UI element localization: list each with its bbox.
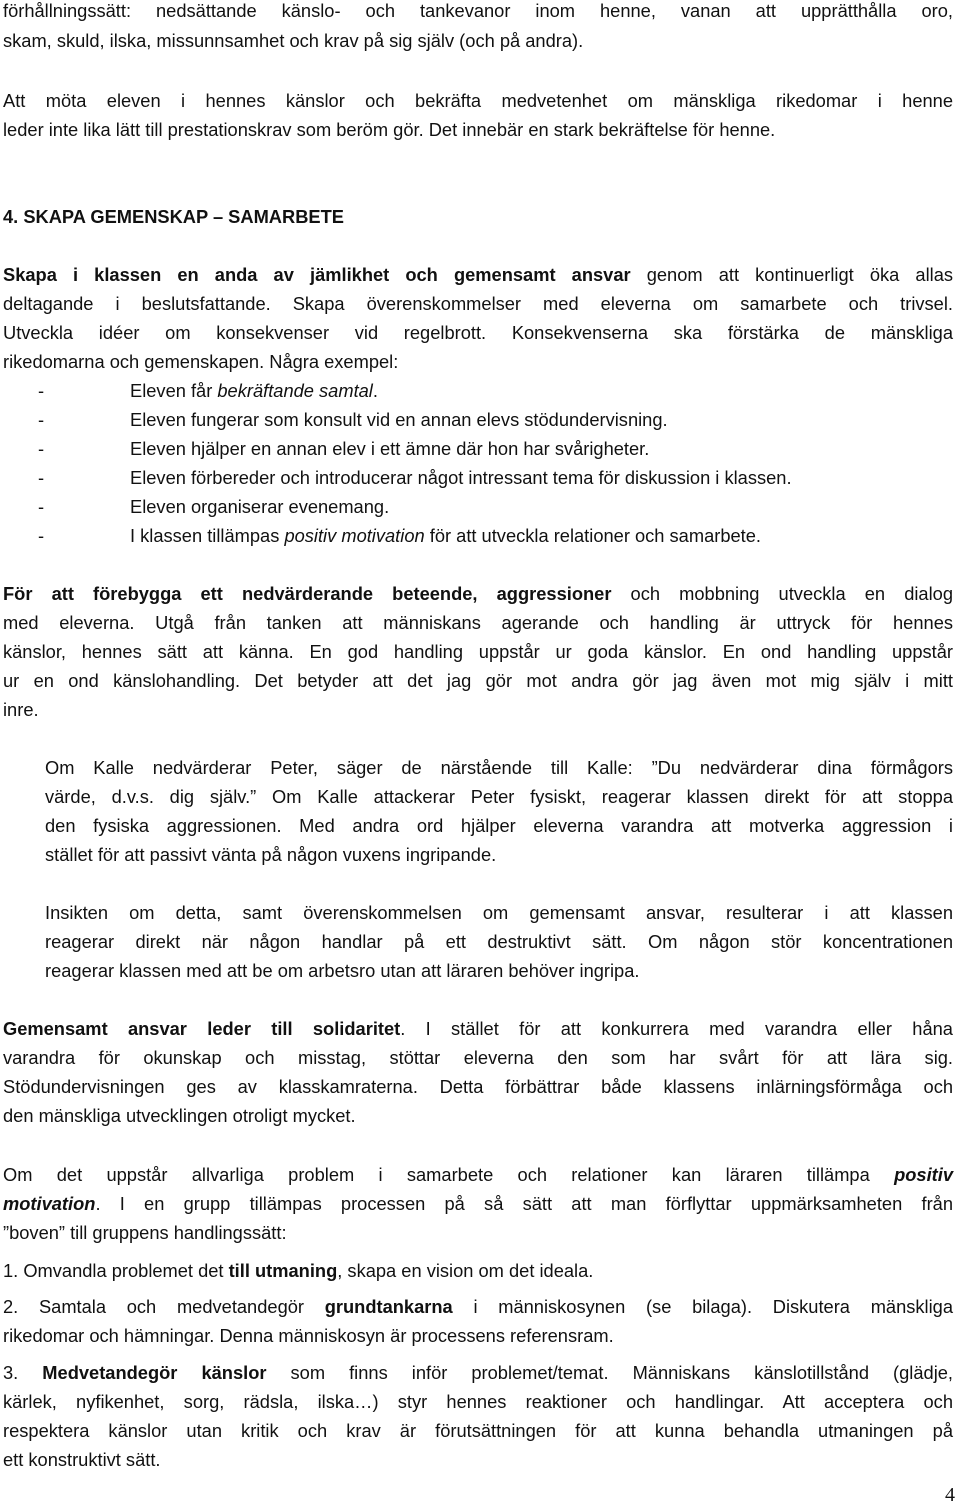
- p4-line-3: reagerar klassen med att be om arbetsro utan att läraren behöver ingripa.: [45, 960, 640, 981]
- step-3-line-3: respektera känslor utan kritik och krav är förutsättningen för att kunna behandla utmaningen på: [3, 1420, 953, 1441]
- p3-line-3: den fysiska aggressionen. Med andra ord hjälper eleverna varandra att motverka aggression i: [45, 815, 953, 836]
- p3-line-2: värde, d.v.s. dig själv.” Om Kalle attackerar Peter fysiskt, reagerar klassen direkt för att stoppa: [45, 786, 953, 807]
- p5-line-2: varandra för okunskap och misstag, stöttar eleverna den som har svårt för att lära sig.: [3, 1047, 953, 1068]
- p2-line-1-rest: och mobbning utveckla en dialog: [611, 583, 953, 604]
- step-2-line-1: [3, 1292, 953, 1321]
- bullet-dash: -: [38, 496, 45, 517]
- bullet-dash: -: [38, 525, 45, 546]
- bullet-dash: -: [38, 467, 45, 488]
- page-number: 4: [945, 1484, 955, 1506]
- p1-line-4: rikedomarna och gemenskapen. Några exempel:: [3, 351, 399, 372]
- p5-line-4: den mänskliga utvecklingen otroligt mycket.: [3, 1105, 356, 1126]
- p2-bold: För att förebygga ett nedvärderande beteende, aggressioner: [3, 583, 612, 604]
- step-2-end: i människosynen (se bilaga). Diskutera mänskliga: [452, 1296, 953, 1317]
- step-1-text: 1. Omvandla problemet det: [3, 1260, 229, 1281]
- bullet-6-text: I klassen tillämpas: [130, 525, 285, 546]
- section-heading: 4. SKAPA GEMENSKAP – SAMARBETE: [3, 206, 344, 227]
- bullet-1-end: .: [372, 380, 378, 401]
- p5-line-3: Stödundervisningen ges av klasskamraterna. Detta förbättrar både klassens inlärningsförmåga och: [3, 1076, 953, 1097]
- step-3-line-4: ett konstruktivt sätt.: [3, 1449, 161, 1470]
- step-3-line-2: kärlek, nyfikenhet, sorg, rädsla, ilska…) styr hennes reaktioner och handlingar. Att acceptera och: [3, 1391, 953, 1412]
- step-3-line-1: [3, 1358, 953, 1387]
- step-2-text: 2. Samtala och medvetandegör: [3, 1296, 325, 1317]
- bullet-item-3: Eleven hjälper en annan elev i ett ämne där hon har svårigheter.: [130, 438, 650, 459]
- step-1: [3, 1256, 593, 1285]
- p2-line-3: känslor, hennes sätt att känna. En god handling uppstår ur goda känslor. En ond handling uppstår: [3, 641, 953, 662]
- p3-line-1: Om Kalle nedvärderar Peter, säger de närstående till Kalle: ”Du nedvärderar dina förmågors: [45, 757, 953, 778]
- p3-line-4: stället för att passivt vänta på någon vuxens ingripande.: [45, 844, 497, 865]
- p6-line-1: [3, 1160, 953, 1189]
- intro-line-4: leder inte lika lätt till prestationskrav som beröm gör. Det innebär en stark bekräftelse för henne.: [3, 119, 776, 140]
- p2-line-1: [3, 579, 953, 608]
- p1-line-3: Utveckla idéer om konsekvenser vid regelbrott. Konsekvenserna ska förstärka de mänskliga: [3, 322, 953, 343]
- bullet-item-4: Eleven förbereder och introducerar något intressant tema för diskussion i klassen.: [130, 467, 792, 488]
- bullet-dash: -: [38, 380, 45, 401]
- p1-line-1: [3, 260, 953, 289]
- step-3-bold: Medvetandegör känslor: [42, 1362, 267, 1383]
- bullet-6-end: för att utveckla relationer och samarbete.: [424, 525, 761, 546]
- p2-line-2: med eleverna. Utgå från tanken att människans agerande och handling är uttryck för hennes: [3, 612, 953, 633]
- p6-line-2-rest: . I en grupp tillämpas processen på så sätt att man förflyttar uppmärksamheten från: [95, 1193, 953, 1214]
- step-3-end: som finns inför problemet/temat. Människans känslotillstånd (glädje,: [266, 1362, 954, 1383]
- bullet-item-5: Eleven organiserar evenemang.: [130, 496, 390, 517]
- p6-bold-italic-1: positiv: [894, 1164, 953, 1185]
- p6-line-3: ”boven” till gruppens handlingssätt:: [3, 1222, 287, 1243]
- p6-line-2: [3, 1189, 953, 1218]
- intro-line-2: skam, skuld, ilska, missunnsamhet och krav på sig själv (och på andra).: [3, 30, 584, 51]
- p1-line-1-rest: genom att kontinuerligt öka allas: [630, 264, 954, 285]
- bullet-dash: -: [38, 438, 45, 459]
- p6-line-1-text: Om det uppstår allvarliga problem i samarbete och relationer kan läraren tillämpa: [3, 1164, 895, 1185]
- p4-line-1: Insikten om detta, samt överenskommelsen om gemensamt ansvar, resulterar i att klassen: [45, 902, 953, 923]
- p2-line-5: inre.: [3, 699, 39, 720]
- bullet-dash: -: [38, 409, 45, 430]
- intro-line-3: Att möta eleven i hennes känslor och bekräfta medvetenhet om mänskliga rikedomar i henne: [3, 90, 953, 111]
- p1-bold: Skapa i klassen en anda av jämlikhet och gemensamt ansvar: [3, 264, 631, 285]
- step-2-line-2: rikedomar och hämningar. Denna människosyn är processens referensram.: [3, 1325, 614, 1346]
- p1-line-2: deltagande i beslutsfattande. Skapa överenskommelser med eleverna om samarbete och trivsel.: [3, 293, 953, 314]
- bullet-item-2: Eleven fungerar som konsult vid en annan elevs stödundervisning.: [130, 409, 668, 430]
- bullet-1-italic: bekräftande samtal: [217, 380, 373, 401]
- bullet-1-text: Eleven får: [130, 380, 218, 401]
- step-1-end: , skapa en vision om det ideala.: [337, 1260, 594, 1281]
- p5-line-1-rest: . I stället för att konkurrera med varandra eller håna: [400, 1018, 953, 1039]
- step-2-bold: grundtankarna: [324, 1296, 453, 1317]
- p5-bold: Gemensamt ansvar leder till solidaritet: [3, 1018, 401, 1039]
- bullet-item-6: [130, 521, 761, 550]
- step-1-bold: till utmaning: [228, 1260, 338, 1281]
- intro-line-1: förhållningssätt: nedsättande känslo- och tankevanor inom henne, vanan att upprätthålla oro,: [3, 0, 953, 21]
- p4-line-2: reagerar direkt när någon handlar på ett destruktivt sätt. Om någon stör koncentrationen: [45, 931, 953, 952]
- p2-line-4: ur en ond känslohandling. Det betyder att det jag gör mot andra gör jag även mot mig själv i mitt: [3, 670, 953, 691]
- p5-line-1: [3, 1014, 953, 1043]
- bullet-6-italic: positiv motivation: [284, 525, 425, 546]
- bullet-item-1: [130, 376, 378, 405]
- step-3-text: 3.: [3, 1362, 43, 1383]
- p6-bold-italic-2: motivation: [3, 1193, 96, 1214]
